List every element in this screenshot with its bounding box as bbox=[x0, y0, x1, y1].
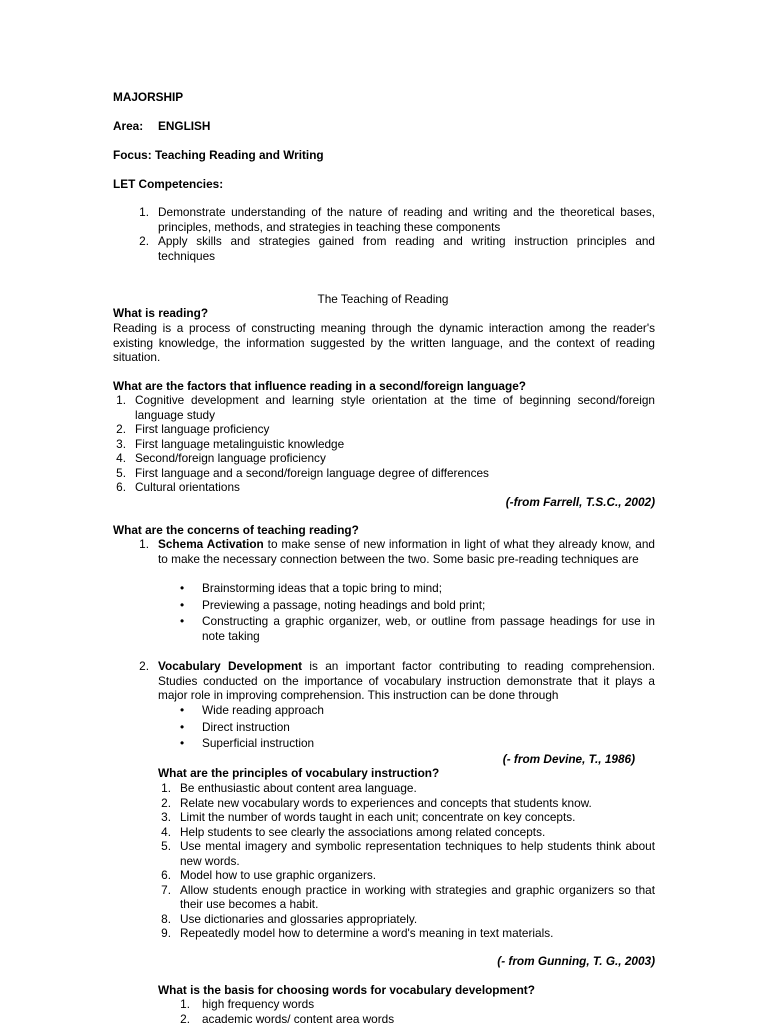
citation-farrell: (-from Farrell, T.S.C., 2002) bbox=[113, 495, 655, 510]
list-item: 1. Demonstrate understanding of the nature of reading and writing and the theoretical bases, principles, methods, and strategies in teaching these components bbox=[113, 205, 655, 234]
competencies-list bbox=[113, 205, 655, 263]
list-item: 2. academic words/ content area words bbox=[158, 1012, 655, 1026]
bullet-icon: • bbox=[180, 581, 202, 596]
bullet-icon: • bbox=[180, 703, 202, 718]
concern-vocabulary-development: 2. Vocabulary Development is an important factor contributing to reading comprehension. Studies conducted on the importance of vocabulary instruction demonstrate that it plays a major role in improving comprehension. This instruction can be done through bbox=[113, 659, 655, 703]
bullet-item: • Constructing a graphic organizer, web, or outline from passage headings for use in note taking bbox=[180, 614, 655, 643]
list-item: 1. high frequency words bbox=[158, 997, 655, 1012]
list-item: 2. Relate new vocabulary words to experiences and concepts that students know. bbox=[158, 796, 655, 811]
bullet-item: • Previewing a passage, noting headings and bold print; bbox=[180, 598, 655, 613]
area-line bbox=[113, 119, 655, 134]
list-item: 9. Repeatedly model how to determine a word's meaning in text materials. bbox=[158, 926, 655, 941]
question-concerns: What are the concerns of teaching reading? bbox=[113, 523, 655, 538]
list-item: 2. Apply skills and strategies gained from reading and writing instruction principles and techniques bbox=[113, 234, 655, 263]
vocabulary-bullets bbox=[180, 703, 655, 751]
list-item: 3. First language metalinguistic knowledge bbox=[113, 437, 655, 452]
bullet-item: • Wide reading approach bbox=[180, 703, 655, 718]
list-item: 4. Help students to see clearly the associations among related concepts. bbox=[158, 825, 655, 840]
focus-line: Focus: Teaching Reading and Writing bbox=[113, 148, 655, 163]
bullet-icon: • bbox=[180, 736, 202, 751]
area-value: ENGLISH bbox=[158, 119, 210, 133]
list-item: 6. Model how to use graphic organizers. bbox=[158, 868, 655, 883]
list-item: 1. Cognitive development and learning style orientation at the time of beginning second/foreign language study bbox=[113, 393, 655, 422]
majorship-heading: MAJORSHIP bbox=[113, 90, 655, 105]
question-factors: What are the factors that influence reading in a second/foreign language? bbox=[113, 379, 655, 394]
bullet-icon: • bbox=[180, 720, 202, 735]
list-item: 5. Use mental imagery and symbolic representation techniques to help students think about new words. bbox=[158, 839, 655, 868]
bullet-icon: • bbox=[180, 614, 202, 643]
list-item: 1. Be enthusiastic about content area language. bbox=[158, 781, 655, 796]
term-schema-activation: Schema Activation bbox=[158, 537, 264, 551]
area-label: Area: bbox=[113, 119, 158, 134]
bullet-item: • Brainstorming ideas that a topic bring to mind; bbox=[180, 581, 655, 596]
question-principles: What are the principles of vocabulary instruction? bbox=[158, 766, 655, 781]
bullet-icon: • bbox=[180, 598, 202, 613]
competencies-title: LET Competencies: bbox=[113, 177, 655, 192]
question-what-is-reading: What is reading? bbox=[113, 306, 655, 321]
list-item: 2. First language proficiency bbox=[113, 422, 655, 437]
list-item: 3. Limit the number of words taught in each unit; concentrate on key concepts. bbox=[158, 810, 655, 825]
citation-gunning: (- from Gunning, T. G., 2003) bbox=[113, 954, 655, 969]
principles-list bbox=[158, 781, 655, 941]
answer-what-is-reading: Reading is a process of constructing meaning through the dynamic interaction among the reader's existing knowledge, the information suggested by the written language, and the context of reading situation. bbox=[113, 321, 655, 365]
term-vocabulary-development: Vocabulary Development bbox=[158, 659, 302, 673]
citation-devine: (- from Devine, T., 1986) bbox=[113, 752, 635, 767]
basis-list bbox=[158, 997, 655, 1026]
question-basis: What is the basis for choosing words for vocabulary development? bbox=[158, 983, 655, 998]
concern-schema-activation: 1. Schema Activation to make sense of new information in light of what they already know, and to make the necessary connection between the two. Some basic pre-reading techniques are bbox=[113, 537, 655, 566]
factors-list bbox=[113, 393, 655, 495]
section-title: The Teaching of Reading bbox=[113, 292, 653, 307]
list-item: 7. Allow students enough practice in working with strategies and graphic organizers so that their use becomes a habit. bbox=[158, 883, 655, 912]
list-item: 8. Use dictionaries and glossaries appropriately. bbox=[158, 912, 655, 927]
schema-bullets bbox=[180, 581, 655, 643]
list-item: 5. First language and a second/foreign language degree of differences bbox=[113, 466, 655, 481]
list-item: 6. Cultural orientations bbox=[113, 480, 655, 495]
list-item: 4. Second/foreign language proficiency bbox=[113, 451, 655, 466]
bullet-item: • Direct instruction bbox=[180, 720, 655, 735]
bullet-item: • Superficial instruction bbox=[180, 736, 655, 751]
